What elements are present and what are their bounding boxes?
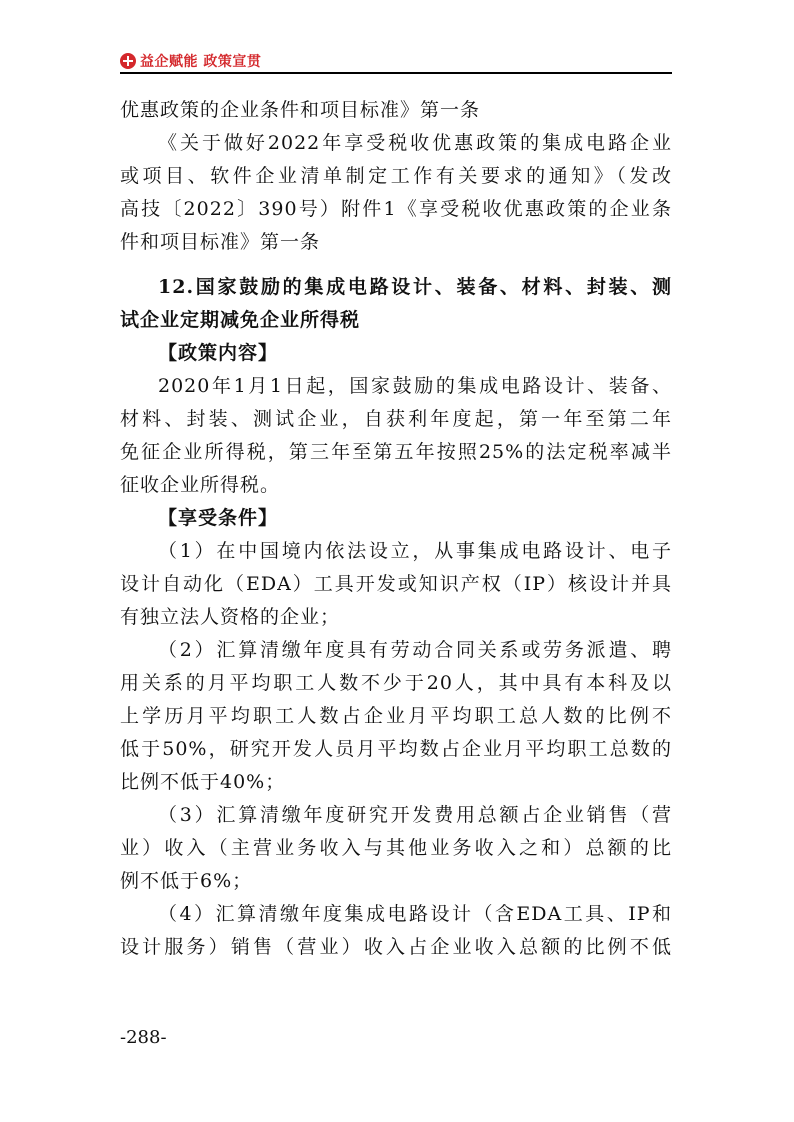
subheading-line: 【享受条件】 [158,507,279,529]
text-line: （1）在中国境内依法设立，从事集成电路设计、电子 [158,540,672,562]
text-line: （4）汇算清缴年度集成电路设计（含EDA工具、IP和 [158,903,672,925]
paragraph-reference [120,127,672,259]
paragraph-continuation [120,94,672,127]
text-line: 业）收入（主营业务收入与其他业务收入之和）总额的比 [120,837,672,859]
text-line: 用关系的月平均职工人数不少于20人，其中具有本科及以 [120,672,672,694]
section-heading [120,271,672,337]
text-line: 例不低于6%； [120,870,253,892]
text-line: 或项目、软件企业清单制定工作有关要求的通知》（发改 [120,165,672,187]
text-line: 免征企业所得税，第三年至第五年按照25%的法定税率减半 [120,441,672,463]
brand-logo-icon [120,53,136,69]
text-line: 件和项目标准》第一条 [120,231,321,253]
text-line: 2020年1月1日起，国家鼓励的集成电路设计、装备、 [158,375,672,397]
text-line: （2）汇算清缴年度具有劳动合同关系或劳务派遣、聘 [158,639,672,661]
condition-item-1 [120,535,672,634]
brand-name: 益企赋能 政策宣贯 [140,54,262,70]
subheading-eligibility [120,502,672,535]
heading-line: 试企业定期减免企业所得税 [120,309,361,331]
text-line: 材料、封装、测试企业，自获利年度起，第一年至第二年 [120,408,672,430]
text-line: 上学历月平均职工人数占企业月平均职工总人数的比例不 [120,705,672,727]
condition-item-2 [120,634,672,799]
text-line: 设计自动化（EDA）工具开发或知识产权（IP）核设计并具 [120,573,672,595]
document-body [120,94,672,964]
text-line: 低于50%，研究开发人员月平均数占企业月平均职工总数的 [120,738,672,760]
text-line: 有独立法人资格的企业； [120,606,341,628]
header-divider [120,72,672,74]
condition-item-3 [120,799,672,898]
page-number: -288- [120,1027,167,1048]
text-line: 高技〔2022〕390号）附件1《享受税收优惠政策的企业条 [120,198,672,220]
text-line: 比例不低于40%； [120,771,286,793]
paragraph-policy-content [120,370,672,502]
text-line: 《关于做好2022年享受税收优惠政策的集成电路企业 [158,132,672,154]
condition-item-4 [120,898,672,964]
text-line: 征收企业所得税。 [120,474,281,496]
subheading-policy-content [120,337,672,370]
text-line: （3）汇算清缴年度研究开发费用总额占企业销售（营 [158,804,672,826]
text-line: 优惠政策的企业条件和项目标准》第一条 [120,99,481,121]
text-line: 设计服务）销售（营业）收入占企业收入总额的比例不低 [120,936,672,958]
heading-line: 12.国家鼓励的集成电路设计、装备、材料、封装、测 [158,276,672,298]
page-header [120,50,261,72]
subheading-line: 【政策内容】 [158,342,279,364]
